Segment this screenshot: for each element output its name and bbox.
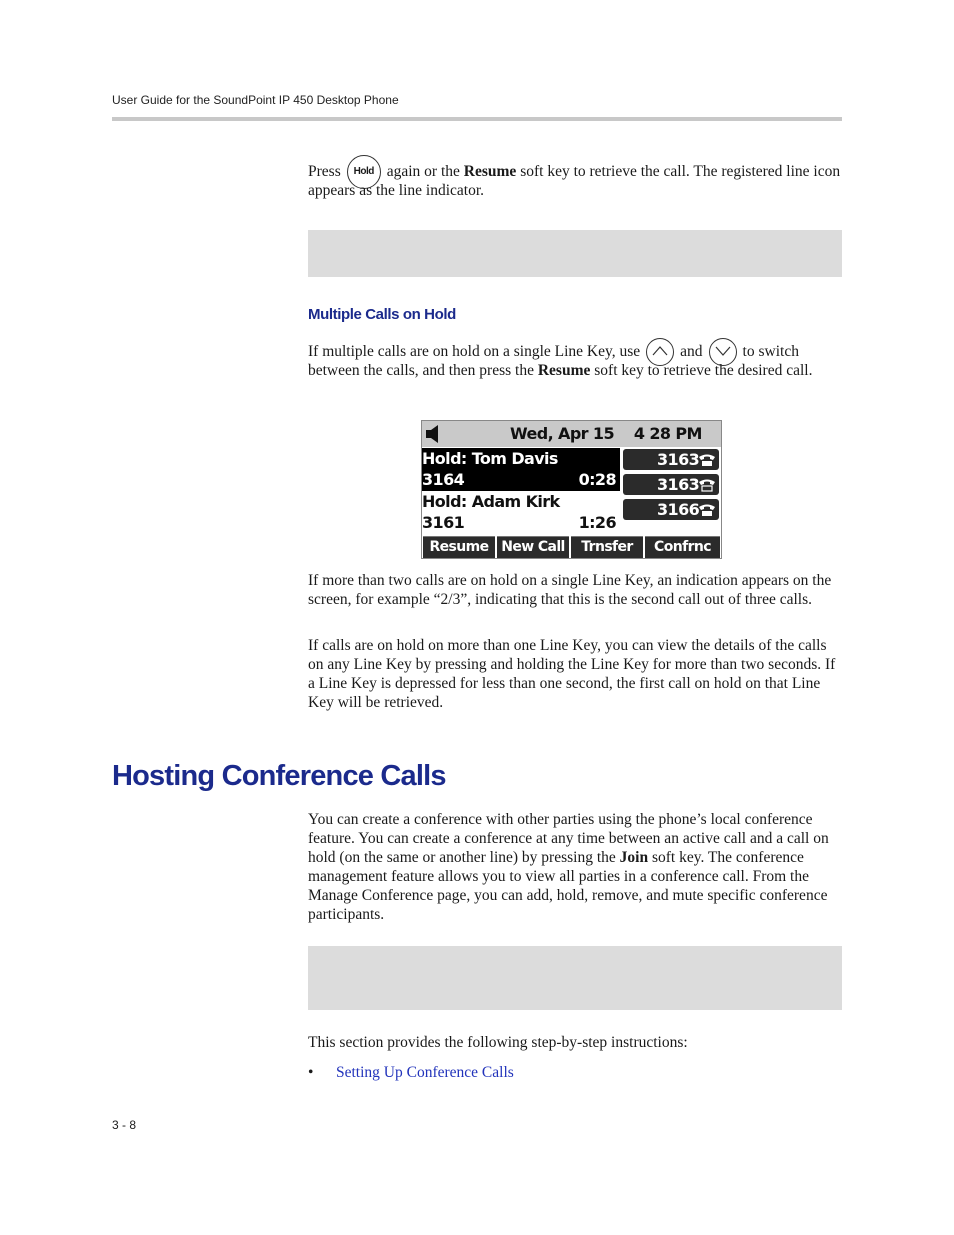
- line-number: 3166: [657, 500, 700, 519]
- line-number: 3163: [657, 450, 700, 469]
- paragraph-multiple-calls: [308, 342, 842, 380]
- running-header: User Guide for the SoundPoint IP 450 Desktop Phone: [112, 93, 399, 107]
- call-number: 3161: [422, 513, 465, 532]
- phone-call-row: [422, 448, 620, 491]
- phone-screen-image: [421, 420, 722, 559]
- note-box: [308, 946, 842, 1010]
- phone-call-row: [422, 491, 620, 536]
- text: soft key to retrieve the desired call.: [594, 362, 813, 379]
- text: Press: [308, 163, 341, 180]
- line-key: [623, 449, 719, 470]
- softkey-conference: Confrnc: [645, 536, 720, 558]
- paragraph-two-calls: If more than two calls are on hold on a single Line Key, an indication appears on the screen, for example “2/3”, indicating that this is the second call out of three calls.: [308, 572, 832, 608]
- section-title: Hosting Conference Calls: [112, 760, 446, 792]
- text: and: [680, 343, 703, 360]
- page-number: 3 - 8: [112, 1118, 137, 1132]
- paragraph-instructions: This section provides the following step-by-step instructions:: [308, 1034, 688, 1051]
- text: You can create a conference with other parties using the phone’s local conference feature. You can create a conference at any time between an active call and a call on hold (on the same or another line) by pressing the: [308, 811, 829, 866]
- phone-handset-icon: [698, 502, 716, 521]
- note-box: [308, 230, 842, 277]
- speaker-icon: [425, 424, 441, 448]
- down-arrow-key-icon: [709, 338, 737, 366]
- text: to switch between the calls, and then press the: [308, 343, 799, 379]
- phone-handset-icon: [698, 452, 716, 471]
- text: soft key to retrieve the call. The registered line icon appears as the line indicator.: [308, 163, 841, 200]
- header-rule: [112, 117, 842, 121]
- softkey-new-call: New Call: [497, 536, 569, 558]
- line-number: 3163: [657, 475, 700, 494]
- phone-handset-icon: [698, 477, 716, 496]
- setting-up-conference-calls-link[interactable]: Setting Up Conference Calls: [336, 1064, 514, 1081]
- text: soft key. The conference management feature allows you to view all parties in a conference call. From the Manage Conference page, you can add, hold, remove, and mute specific conference participants.: [308, 849, 828, 923]
- paragraph-conference: [308, 810, 842, 924]
- softkey-resume: Resume: [423, 536, 495, 558]
- resume-bold: Resume: [463, 163, 517, 180]
- hold-key-icon: Hold: [347, 155, 381, 189]
- softkey-transfer: Trnsfer: [571, 536, 643, 558]
- bullet: •: [308, 1064, 314, 1081]
- call-number: 3164: [422, 470, 465, 489]
- text: If multiple calls are on hold on a single Line Key, use: [308, 343, 641, 360]
- join-bold: Join: [619, 849, 649, 866]
- paragraph-line-keys: If calls are on hold on more than one Line Key, you can view the details of the calls on any Line Key by pressing and holding the Line Key for more than two seconds. If a Line Key is depressed for less than one second, the first call on hold on that Line Key will be retrieved.: [308, 637, 836, 711]
- line-key: [623, 499, 719, 520]
- call-time: 0:28: [578, 470, 616, 489]
- list-item: [308, 1064, 514, 1082]
- subheading-multiple-calls: Multiple Calls on Hold: [308, 306, 456, 323]
- text: again or the: [386, 163, 460, 180]
- paragraph-hold-resume: [308, 162, 842, 200]
- line-key: [623, 474, 719, 495]
- phone-date-time: Wed, Apr 15 4 28 PM: [510, 424, 702, 443]
- call-name: Hold: Adam Kirk: [422, 492, 560, 511]
- call-time: 1:26: [578, 513, 616, 532]
- call-name: Hold: Tom Davis: [422, 449, 558, 468]
- resume-bold: Resume: [537, 362, 591, 379]
